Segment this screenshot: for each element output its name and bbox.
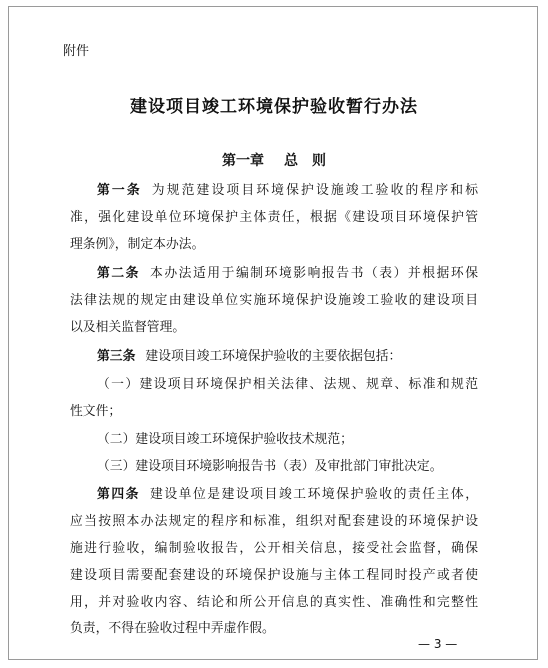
document-title: 建设项目竣工环境保护验收暂行办法 (130, 97, 418, 117)
article-3-label: 第三条 (97, 349, 136, 364)
item-2-line-1: （二）建设项目竣工环境保护验收技术规范； (97, 432, 353, 447)
item-3-line-1: （三）建设项目环境影响报告书（表）及审批部门审批决定。 (97, 459, 443, 474)
article-2-line-1: 第二条 本办法适用于编制环境影响报告书（表）并根据环保 (97, 266, 478, 281)
article-1-line-2: 准，强化建设单位环境保护主体责任，根据《建设项目环境保护管 (70, 210, 478, 225)
article-1-line-3: 理条例》，制定本办法。 (70, 237, 205, 252)
chapter-name: 总 则 (284, 153, 326, 169)
article-1-line-1: 第一条 为规范建设项目环境保护设施竣工验收的程序和标 (97, 183, 479, 198)
article-4-line-6: 负责，不得在验收过程中弄虚作假。 (70, 621, 275, 636)
attachment-label: 附件 (63, 44, 90, 59)
article-3-line-1: 第三条 建设项目竣工环境保护验收的主要依据包括： (97, 349, 402, 364)
article-2-line-2: 法律法规的规定由建设单位实施环境保护设施竣工验收的建设项目 (70, 293, 478, 308)
item-1-line-2: 性文件； (70, 404, 122, 419)
page-number: — 3 — (418, 637, 458, 651)
article-4-line-1: 第四条 建设单位是建设项目竣工环境保护验收的责任主体， (97, 487, 478, 502)
article-4-label: 第四条 (97, 487, 140, 502)
chapter-label: 第一章 (222, 153, 264, 169)
article-4-line-5: 用，并对验收内容、结论和所公开信息的真实性、准确性和完整性 (70, 595, 478, 610)
article-2-label: 第二条 (97, 266, 140, 281)
article-1-label: 第一条 (97, 183, 142, 198)
article-4-line-2: 应当按照本办法规定的程序和标准，组织对配套建设的环境保护设 (70, 514, 478, 529)
article-4-line-4: 建设项目需要配套建设的环境保护设施与主体工程同时投产或者使 (70, 568, 478, 583)
article-2-line-3: 以及相关监督管理。 (70, 320, 186, 335)
article-4-line-3: 施进行验收，编制验收报告，公开相关信息，接受社会监督，确保 (70, 541, 478, 556)
item-1-line-1: （一）建设项目环境保护相关法律、法规、规章、标准和规范 (97, 377, 478, 392)
chapter-heading (0, 150, 548, 170)
